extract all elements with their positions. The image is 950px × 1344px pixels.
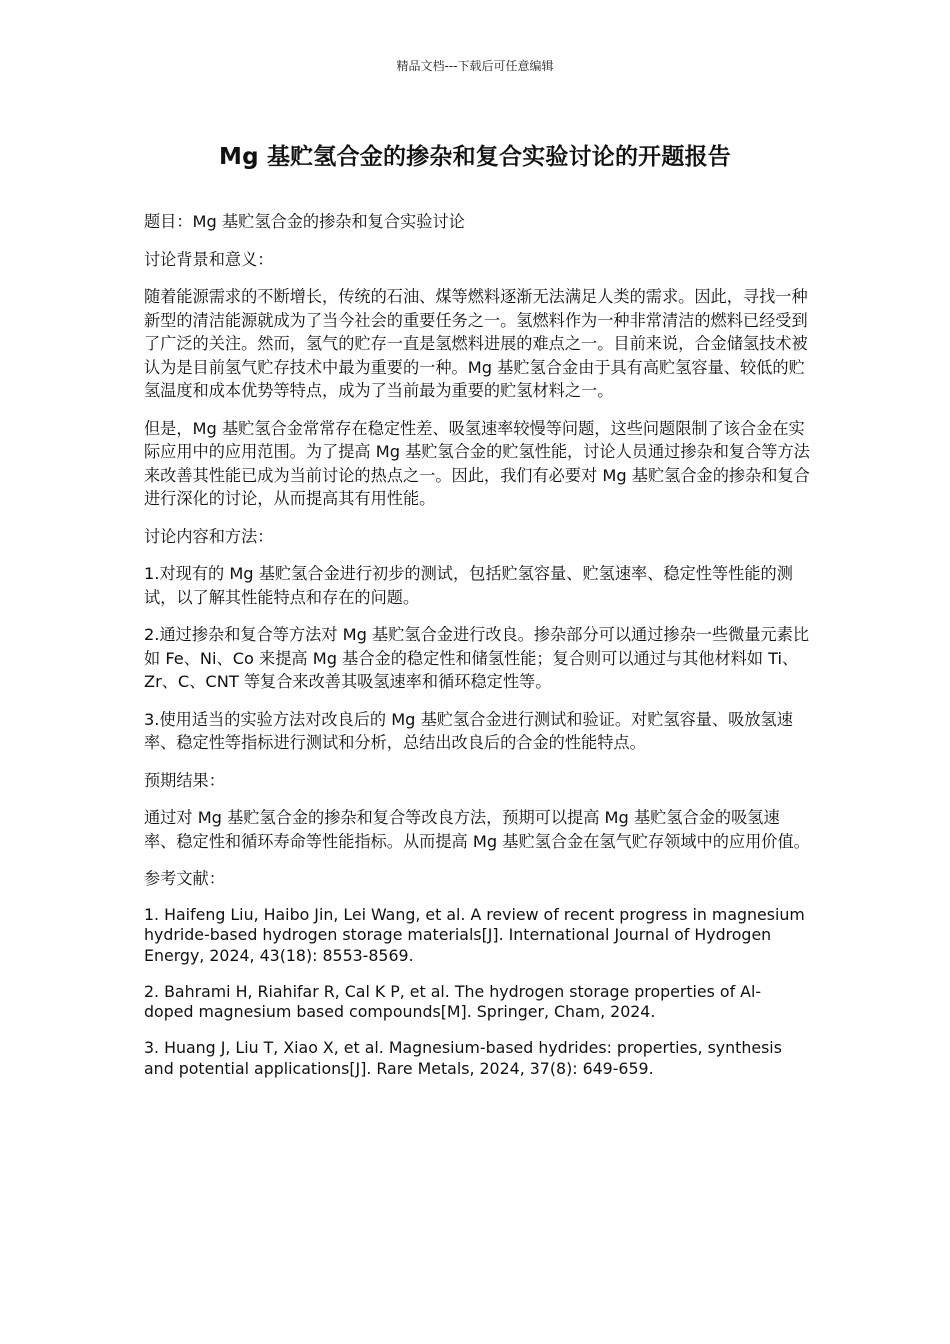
- methods-item-2: 2.通过掺杂和复合等方法对 Mg 基贮氢合金进行改良。掺杂部分可以通过掺杂一些微量元素比如 Fe、Ni、Co 来提高 Mg 基合金的稳定性和储氢性能；复合则可以通过与其他材料如 Ti、Zr、C、CNT 等复合来改善其吸氢速率和循环稳定性等。: [144, 625, 810, 691]
- background-paragraph-1: 随着能源需求的不断增长，传统的石油、煤等燃料逐渐无法满足人类的需求。因此，寻找一种新型的清洁能源就成为了当今社会的重要任务之一。氢燃料作为一种非常清洁的燃料已经受到了广泛的关注。然而，氢气的贮存一直是氢燃料进展的难点之一。目前来说，合金储氢技术被认为是目前氢气贮存技术中最为重要的一种。Mg 基贮氢合金由于具有高贮氢容量、较低的贮氢温度和成本优势等特点，成为了当前最为重要的贮氢材料之一。: [144, 287, 808, 400]
- references-heading: 参考文献：: [144, 869, 225, 888]
- methods-item-1: 1.对现有的 Mg 基贮氢合金进行初步的测试，包括贮氢容量、贮氢速率、稳定性等性能的测试，以了解其性能特点和存在的问题。: [144, 564, 793, 607]
- methods-heading: 讨论内容和方法：: [144, 526, 274, 546]
- background-paragraph-2: 但是，Mg 基贮氢合金常常存在稳定性差、吸氢速率较慢等问题，这些问题限制了该合金在实际应用中的应用范围。为了提高 Mg 基贮氢合金的贮氢性能，讨论人员通过掺杂和复合等方法来改善其性能已成为当前讨论的热点之一。因此，我们有必要对 Mg 基贮氢合金的掺杂和复合进行深化的讨论，从而提高其有用性能。: [144, 418, 810, 508]
- reference-item-2: 2. Bahrami H, Riahifar R, Cal K P, et al. The hydrogen storage properties of Al-doped magnesium based compounds[M]. Springer, Cham, 2024.: [144, 981, 762, 1021]
- methods-item-3: 3.使用适当的实验方法对改良后的 Mg 基贮氢合金进行测试和验证。对贮氢容量、吸放氢速率、稳定性等指标进行测试和分析，总结出改良后的合金的性能特点。: [144, 709, 793, 752]
- topic-line: 题目：Mg 基贮氢合金的掺杂和复合实验讨论: [144, 212, 465, 231]
- background-heading: 讨论背景和意义：: [144, 249, 274, 269]
- results-heading: 预期结果：: [144, 770, 225, 790]
- document-title: Mg 基贮氢合金的掺杂和复合实验讨论的开题报告: [219, 144, 731, 170]
- header-note: 精品文档---下载后可任意编辑: [396, 59, 554, 73]
- reference-item-1: 1. Haifeng Liu, Haibo Jin, Lei Wang, et al. A review of recent progress in magnesium hydride-based hydrogen storage materials[J]. International Journal of Hydrogen Energy, 2024, 43(18): 8553-8569.: [144, 904, 805, 965]
- results-paragraph: 通过对 Mg 基贮氢合金的掺杂和复合等改良方法，预期可以提高 Mg 基贮氢合金的吸氢速率、稳定性和循环寿命等性能指标。从而提高 Mg 基贮氢合金在氢气贮存领域中的应用价值。: [144, 808, 810, 851]
- reference-item-3: 3. Huang J, Liu T, Xiao X, et al. Magnesium-based hydrides: properties, synthesis and potential applications[J]. Rare Metals, 2024, 37(8): 649-659.: [144, 1038, 782, 1078]
- document-body: [144, 210, 810, 1095]
